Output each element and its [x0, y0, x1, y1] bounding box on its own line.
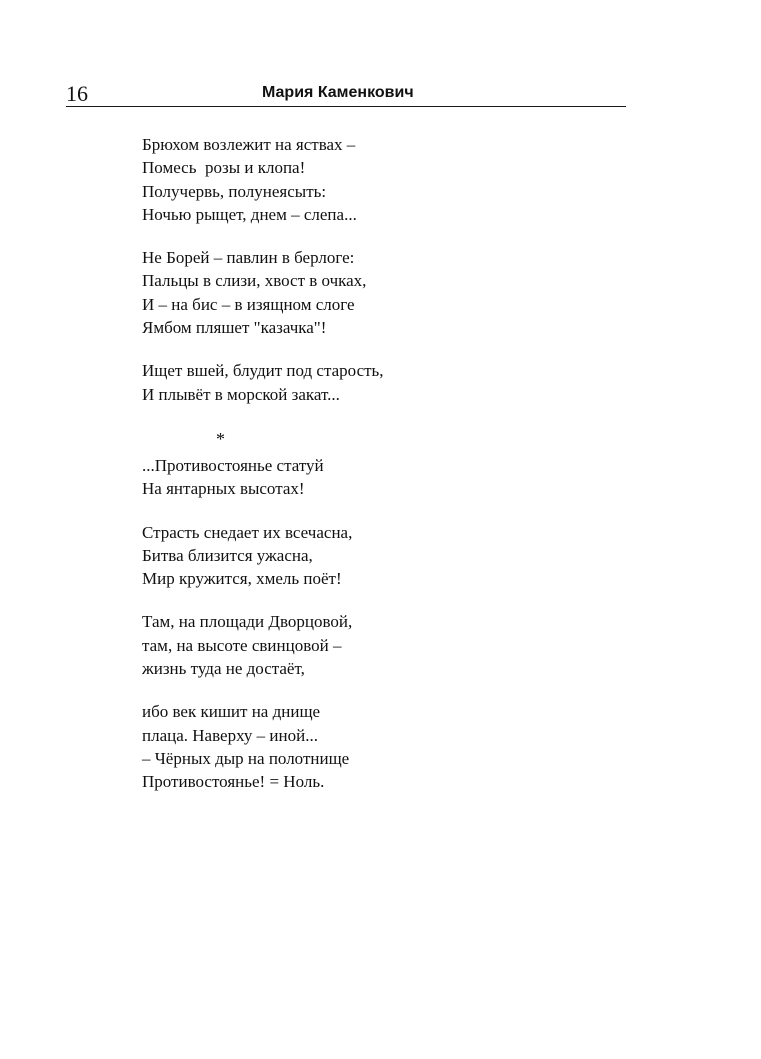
poem-line: На янтарных высотах!	[142, 479, 305, 499]
running-head-author: Мария Каменкович	[262, 84, 414, 101]
page-header	[66, 80, 626, 107]
section-separator-asterisk: *	[216, 428, 225, 449]
poem-line: Ищет вшей, блудит под старость,	[142, 361, 384, 381]
stanza	[142, 133, 622, 226]
poem-body	[142, 133, 622, 814]
poem-line: И плывёт в морской закат...	[142, 384, 340, 404]
poem-line: Получервь, полунеясыть:	[142, 181, 327, 201]
poem-line: Страсть снедает их всечасна,	[142, 522, 353, 542]
poem-line: плаца. Наверху – иной...	[142, 725, 318, 745]
poem-line: – Чёрных дыр на полотнище	[142, 748, 350, 768]
poem-line: Ямбом пляшет "казачка"!	[142, 318, 327, 338]
poem-line: Ночью рыщет, днем – слепа...	[142, 204, 357, 224]
poem-line: жизнь туда не достаёт,	[142, 659, 305, 679]
page-number: 16	[66, 81, 88, 106]
poem-line: Там, на площади Дворцовой,	[142, 612, 353, 632]
stanza	[142, 454, 622, 501]
poem-line: Пальцы в слизи, хвост в очках,	[142, 271, 367, 291]
stanza	[142, 246, 622, 339]
poem-line: ибо век кишит на днище	[142, 702, 321, 722]
poem-line: Брюхом возлежит на яствах –	[142, 135, 356, 154]
stanza	[142, 700, 622, 793]
stanza	[142, 521, 622, 591]
stanza	[142, 610, 622, 680]
poem-line: Помесь розы и клопа!	[142, 158, 306, 178]
poem-line: И – на бис – в изящном слоге	[142, 294, 355, 314]
poem-line: Битва близится ужасна,	[142, 545, 313, 565]
stanza	[142, 359, 622, 406]
poem-line: Мир кружится, хмель поёт!	[142, 569, 342, 589]
poem-line: Противостоянье! = Ноль.	[142, 772, 325, 792]
poem-line: там, на высоте свинцовой –	[142, 635, 342, 655]
poem-line: ...Противостоянье статуй	[142, 455, 324, 475]
poem-line: Не Борей – павлин в берлоге:	[142, 248, 355, 268]
